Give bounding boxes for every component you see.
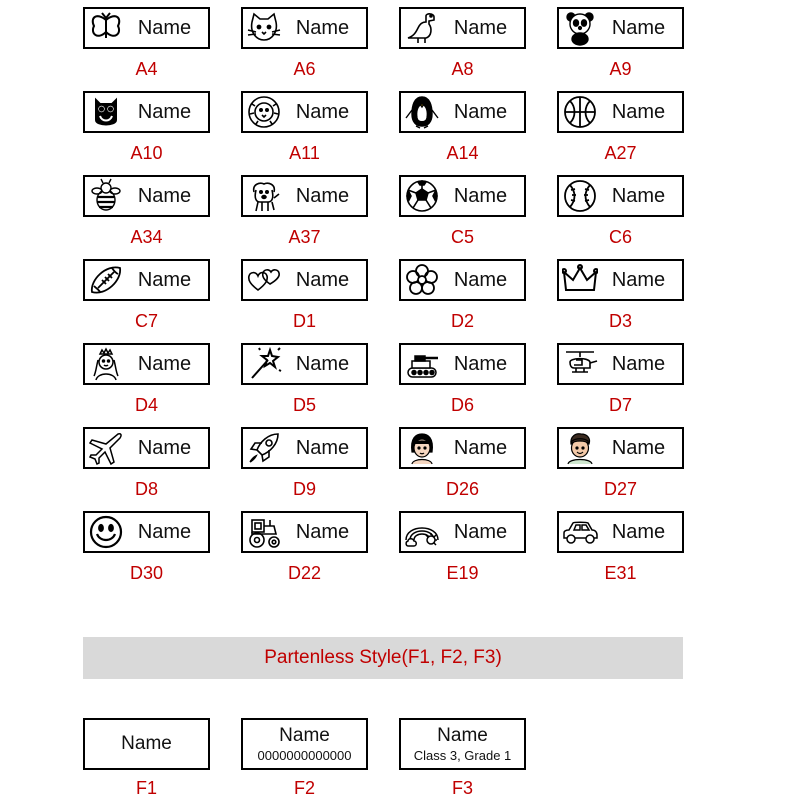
label-name-text: Name [611, 436, 666, 459]
label-subtext: Class 3, Grade 1 [413, 747, 512, 763]
label-name-text: Name [279, 724, 330, 746]
design-code: D2 [450, 311, 474, 331]
dog-icon [245, 177, 283, 215]
label-name-text: Name [611, 352, 666, 375]
tractor-icon [245, 513, 283, 551]
design-code: D22 [287, 563, 322, 583]
design-code: C6 [608, 227, 632, 247]
car-icon [561, 513, 599, 551]
label-name-text: Name [611, 520, 666, 543]
label-name-text: Name [137, 100, 192, 123]
label-name-text: Name [295, 16, 350, 39]
owl-icon [87, 93, 125, 131]
rocket-icon [245, 429, 283, 467]
name-label-option[interactable] [83, 511, 210, 553]
label-name-text: Name [137, 184, 192, 207]
label-name-text: Name [137, 436, 192, 459]
design-code: F3 [451, 778, 473, 798]
design-code: D30 [129, 563, 164, 583]
flower-icon [403, 261, 441, 299]
design-code: E19 [446, 563, 479, 583]
design-code: A14 [446, 143, 479, 163]
design-code: D4 [134, 395, 158, 415]
label-name-text: Name [453, 16, 508, 39]
design-code: A9 [609, 59, 632, 79]
crown-icon [561, 261, 599, 299]
name-label-option[interactable] [241, 91, 368, 133]
label-name-text: Name [137, 352, 192, 375]
design-code: D7 [608, 395, 632, 415]
design-code: A37 [288, 227, 321, 247]
rainbow-icon [403, 513, 441, 551]
label-name-text: Name [295, 184, 350, 207]
label-name-text: Name [295, 436, 350, 459]
name-label-option[interactable] [83, 343, 210, 385]
label-name-text: Name [295, 268, 350, 291]
butterfly-icon [87, 9, 125, 47]
name-label-option[interactable] [241, 259, 368, 301]
design-code: A34 [130, 227, 163, 247]
design-code: D1 [292, 311, 316, 331]
design-code: D6 [450, 395, 474, 415]
label-name-text: Name [121, 733, 172, 754]
label-name-text: Name [453, 436, 508, 459]
name-label-option[interactable] [399, 7, 526, 49]
soccer-ball-icon [403, 177, 441, 215]
label-name-text: Name [437, 724, 488, 746]
label-name-text: Name [611, 268, 666, 291]
name-label-option[interactable] [83, 259, 210, 301]
design-code: A11 [289, 143, 320, 163]
label-subtext: 0000000000000 [257, 747, 352, 763]
football-icon [87, 261, 125, 299]
name-label-option[interactable] [241, 343, 368, 385]
name-label-option[interactable] [557, 511, 684, 553]
design-code: E31 [604, 563, 637, 583]
panda-icon [561, 9, 599, 47]
name-label-option[interactable] [241, 511, 368, 553]
label-name-text: Name [295, 100, 350, 123]
label-name-text: Name [453, 520, 508, 543]
name-label-option[interactable] [83, 91, 210, 133]
name-label-option[interactable] [557, 343, 684, 385]
name-label-option[interactable] [399, 91, 526, 133]
design-code: C7 [134, 311, 158, 331]
smiley-icon [87, 513, 125, 551]
name-label-option[interactable] [399, 175, 526, 217]
design-code: D9 [292, 479, 316, 499]
name-label-option[interactable] [557, 7, 684, 49]
design-code: F1 [135, 778, 157, 798]
label-name-text: Name [137, 520, 192, 543]
design-code: D3 [608, 311, 632, 331]
name-label-option[interactable] [399, 511, 526, 553]
patternless-label-option[interactable] [241, 718, 368, 770]
name-label-option[interactable] [557, 91, 684, 133]
design-code: D26 [445, 479, 480, 499]
penguin-icon [403, 93, 441, 131]
design-code: A4 [135, 59, 158, 79]
tank-icon [403, 345, 441, 383]
basketball-icon [561, 93, 599, 131]
name-label-option[interactable] [241, 7, 368, 49]
design-code: D8 [134, 479, 158, 499]
princess-icon [87, 345, 125, 383]
name-label-option[interactable] [83, 175, 210, 217]
airplane-icon [87, 429, 125, 467]
name-label-option[interactable] [399, 259, 526, 301]
design-code: A6 [293, 59, 316, 79]
design-code: A10 [130, 143, 163, 163]
name-label-option[interactable] [557, 427, 684, 469]
design-code: A27 [604, 143, 637, 163]
label-name-text: Name [453, 100, 508, 123]
label-name-text: Name [611, 100, 666, 123]
design-code: F2 [293, 778, 315, 798]
girl-icon [403, 429, 441, 467]
bee-icon [87, 177, 125, 215]
boy-icon [561, 429, 599, 467]
label-name-text: Name [453, 184, 508, 207]
name-label-option[interactable] [241, 427, 368, 469]
label-name-text: Name [137, 16, 192, 39]
dinosaur-icon [403, 9, 441, 47]
label-name-text: Name [611, 184, 666, 207]
label-name-text: Name [295, 352, 350, 375]
patternless-label-option[interactable] [399, 718, 526, 770]
label-name-text: Name [453, 352, 508, 375]
label-name-text: Name [611, 16, 666, 39]
name-label-option[interactable] [399, 427, 526, 469]
design-code: D5 [292, 395, 316, 415]
label-name-text: Name [295, 520, 350, 543]
hearts-icon [245, 261, 283, 299]
name-label-option[interactable] [83, 7, 210, 49]
patternless-style-banner: Partenless Style(F1, F2, F3) [83, 637, 683, 679]
design-code: C5 [450, 227, 474, 247]
name-label-option[interactable] [557, 175, 684, 217]
patternless-label-option[interactable] [83, 718, 210, 770]
design-code: A8 [451, 59, 474, 79]
label-name-text: Name [453, 268, 508, 291]
baseball-icon [561, 177, 599, 215]
name-label-option[interactable] [399, 343, 526, 385]
magic-wand-icon [245, 345, 283, 383]
helicopter-icon [561, 345, 599, 383]
design-code: D27 [603, 479, 638, 499]
name-label-option[interactable] [557, 259, 684, 301]
name-label-option[interactable] [241, 175, 368, 217]
label-name-text: Name [137, 268, 192, 291]
name-label-option[interactable] [83, 427, 210, 469]
lion-icon [245, 93, 283, 131]
cat-icon [245, 9, 283, 47]
